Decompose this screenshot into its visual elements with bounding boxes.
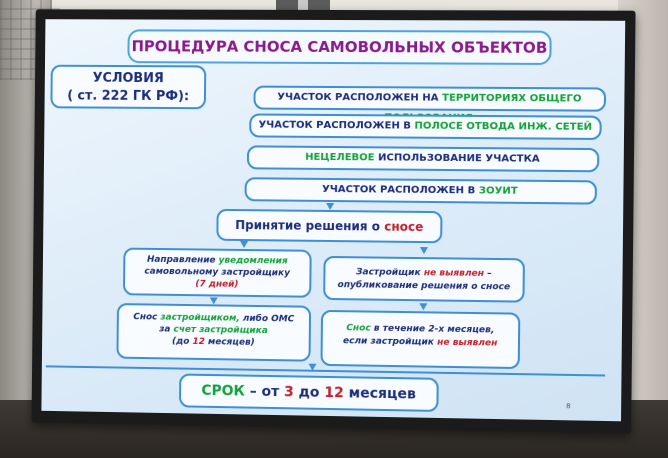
decision-text: Принятие решения о (235, 218, 385, 234)
demolish2-highlight: Снос (346, 323, 371, 334)
notify-recipient: самовольному застройщику (144, 266, 291, 279)
slide-title: ПРОЦЕДУРА СНОСА САМОВОЛЬНЫХ ОБЪЕКТОВ (127, 29, 551, 65)
notification-box (123, 248, 312, 298)
condition-misuse (247, 145, 600, 172)
condition-text: ИСПОЛЬЗОВАНИЕ УЧАСТКА (374, 152, 540, 165)
demolish2-text: в течение 2-х месяцев, (370, 323, 495, 336)
decision-highlight: сносе (384, 219, 424, 235)
conditions-article: ( ст. 222 ГК РФ): (67, 88, 190, 105)
demolish-text: Снос (133, 312, 161, 323)
conditions-label: УСЛОВИЯ (92, 70, 164, 87)
monitor (32, 9, 636, 433)
notify-deadline: (7 дней) (195, 279, 239, 290)
condition-utility-strip (249, 113, 602, 140)
not-found-publication: опубликование решения о сносе (337, 280, 511, 293)
term-box (179, 374, 439, 412)
condition-highlight: ЗОУИТ (478, 185, 518, 197)
demolish-term-a: (до (171, 336, 193, 347)
down-arrow-icon (240, 241, 248, 248)
not-found-dash: – (483, 268, 492, 280)
demolition-by-developer-box (116, 303, 311, 362)
term-text: – от (244, 383, 285, 401)
notify-text: Направление (146, 254, 219, 266)
condition-text: УЧАСТОК РАСПОЛОЖЕН НА (277, 91, 443, 104)
demolish2-red: не выявлен (437, 337, 498, 349)
down-arrow-icon (420, 247, 428, 254)
demolish2-cond: если застройщик (342, 336, 438, 348)
notify-highlight: уведомления (218, 255, 288, 267)
term-min: 3 (283, 384, 294, 401)
term-text-2: до (293, 384, 325, 401)
page-number: 8 (566, 402, 571, 411)
condition-zouit (245, 177, 597, 204)
condition-text: УЧАСТОК РАСПОЛОЖЕН В (258, 119, 415, 132)
decision-box (216, 209, 442, 243)
demolish-text-2: либо ОМС (239, 313, 295, 325)
divider-line (46, 365, 605, 376)
down-arrow-icon (326, 203, 334, 210)
not-found-text: Застройщик (356, 267, 424, 279)
demolish-cost: счет застройщика (173, 324, 268, 337)
down-arrow-icon (419, 303, 427, 310)
demolish-highlight: застройщиком, (160, 312, 240, 324)
term-label: СРОК (201, 382, 245, 400)
condition-highlight: НЕЦЕЛЕВОЕ (305, 151, 375, 164)
slide-screen (41, 19, 625, 421)
not-found-box (323, 256, 525, 303)
demolish-term-num: 12 (192, 336, 205, 348)
condition-highlight: ТЕРРИТОРИЯХ ОБЩЕГО (442, 92, 582, 105)
demolish-term-b: месяцев) (204, 337, 255, 348)
condition-public-territory (253, 86, 606, 112)
condition-highlight: ПОЛОСЕ ОТВОДА ИНЖ. СЕТЕЙ (414, 120, 593, 133)
term-max: 12 (324, 384, 344, 402)
demolition-by-omc-box (320, 310, 520, 369)
conditions-box (50, 65, 206, 109)
down-arrow-icon (210, 297, 218, 304)
demolish-za: за (159, 324, 174, 335)
condition-text: УЧАСТОК РАСПОЛОЖЕН В (322, 183, 479, 197)
term-text-3: месяцев (343, 385, 416, 403)
down-arrow-icon (308, 364, 316, 371)
not-found-highlight: не выявлен (423, 268, 485, 279)
